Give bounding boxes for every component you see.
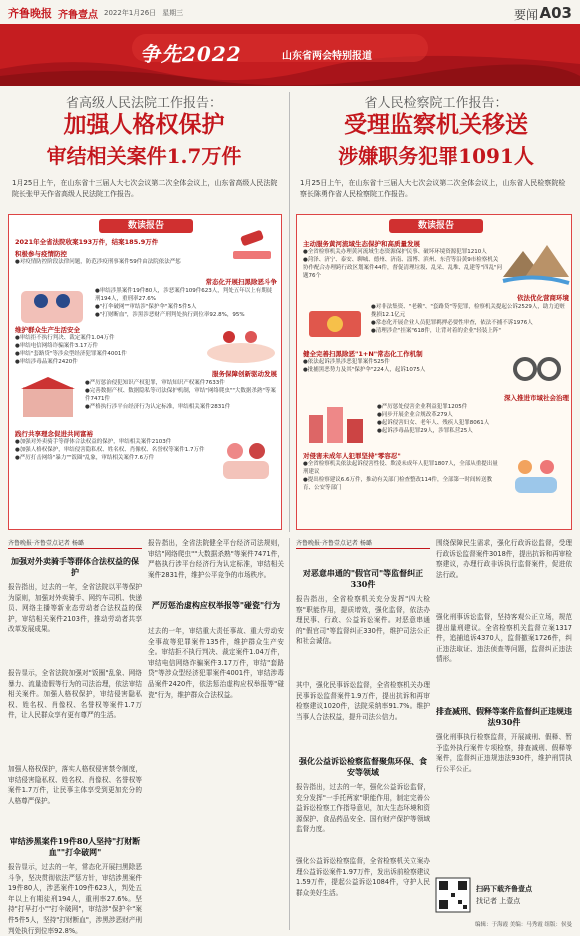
handcuffs-illustration [507,347,567,387]
right-section-2-title: 依法优化营商环境 [517,294,569,302]
left-byline-rule [8,548,142,549]
right-section-5-line-1: ●全省检察机关依法起诉侵害性侵、欺凌未成年人犯罪1807人，全部从重提出量刑建议 [303,461,498,475]
right-section-2-line-1: ●对非法集资、"老赖"、"套路贷"等犯罪，检察机关提起公诉2529人，助力追赃挽损12.1亿元 [371,304,565,318]
left-headline-1: 加强人格权保护 [63,111,225,138]
right-section-3-line-1: ●依法起诉涉黑涉恶犯罪案件525件 [303,359,390,365]
right-para-6: 强化刑事执行检察监督，开展减刑、假释、暂予监外执行案件专项检察，排查减刑、假释等案件，监督纠正违规违法930件，维护刑罚执行公平公正。 [436,733,572,773]
left-subhead-3: 严厉惩治虚构应权举报等"碰瓷"行为 [151,600,281,610]
left-infographic-title: 数读报告 [99,219,193,233]
left-section-3-title: 维护群众生产生活安全 [15,326,80,334]
right-section-1-title: 主动服务黄河流域生态保护和高质量发展 [303,240,420,248]
building-illustration [17,377,79,419]
banner-subtitle: 山东省两会特别报道 [282,51,372,62]
left-subhead-2: 审结涉黑案件19件80人坚持"打财断血""打伞破网" [9,836,141,857]
right-infographic-title: 数读报告 [389,219,483,233]
left-section-5-line-3: ●严厉打击网络"暴力""饭圈"乱象，审结相关案件7.6万件 [15,455,155,461]
left-para-6: 报告指出，全省法院健全平台经济司法规则，审结"网络爬虫""大数据杀熟"等案件7471件，严格执行涉平台经济行为认定标准，审结相关案件2831件，维护公平竞争的市场秩序。 [148,539,284,579]
newspaper-logo: 齐鲁晚报 [8,7,52,20]
left-section-4-line-1: ●严厉惩治侵犯知识产权犯罪，审结知识产权案件7633件 [85,380,225,386]
right-para-5: 强化刑事诉讼监督，坚持客观公正立场，规范提出量刑建议。全省检察机关监督立案1317件，追捕追诉4370人，监督撤案1726件，纠正违法取证、违法侦查等问题，监督纠正违法情形。 [436,613,572,664]
right-headline-1: 受理监察机关移送 [344,111,528,138]
left-section-3-line-3: ●审结"套路贷"等涉众型经济犯罪案件4001件 [15,351,127,357]
masthead [8,4,183,22]
right-section-2-body [371,303,569,335]
left-lead: 1月25日上午，在山东省十三届人大七次会议第二次全体会议上，山东省高级人民法院院长张甲天作省高级人民法院工作报告。 [12,179,278,198]
right-section-4-body [377,403,569,435]
right-section-4-line-1: ●严厉惩处侵害企业利益犯罪1205件 [377,404,468,410]
river-landscape-illustration [503,237,569,287]
money-illustration [303,301,367,341]
left-section-3-line-2: ●审结电信网络诈骗案件3.17万件 [15,343,99,349]
left-subhead-1: 加强对外卖骑手等群体合法权益的保护 [11,556,139,577]
issue-weekday: 星期三 [162,9,184,17]
left-section-4-title: 服务保障创新驱动发展 [212,370,277,378]
right-section-5-title: 对侵害未成年人犯罪坚持"零容忍" [303,452,401,460]
right-headline-2: 涉嫌职务犯罪1091人 [338,144,534,168]
section-name: 要闻 [513,8,538,22]
right-infographic [296,214,572,530]
right-section-3 [303,349,503,374]
left-section-2-line-1: ●审结涉黑案件19件80人，涉恶案件109件623人，判处五年以上有期徒刑194人，重刑率27.6% [95,288,273,302]
left-section-5-line-1: ●加强对外卖骑手等群体合法权益的保护，审结相关案件2103件 [15,439,172,445]
left-section-2-line-3: ●"打财断血"，涉黑涉恶财产刑判处执行到位率92.8%，95% [95,312,245,318]
qr-code-icon[interactable] [436,878,470,912]
right-section-4-line-3: ●起诉侵害妇女、老年人、残疾人犯罪8061人 [377,420,490,426]
right-section-2-line-2: ●常态化开展企业人员犯罪羁押必要性审查，依法不捕不诉1976人 [371,320,533,326]
right-kicker: 省人民检察院工作报告： [364,96,508,111]
right-section-4-line-4: ●起诉涉毒品犯罪29人，涉罪私营25人 [377,428,473,434]
right-para-2: 其中，强化民事诉讼监督，全省检察机关办理民事诉讼监督案件1.9万件，提出抗诉和再审检察建议1020件，法院采纳率91.7%。维护当事人合法权益，提升司法公信力。 [296,681,430,721]
left-section-3-line-4: ●审结涉毒品案件2420件 [15,359,78,365]
right-section-1-line-2: ●菏泽、济宁、泰安、聊城、德州、济南、淄博、滨州、东营等沿黄9市检察机关协作配合办理跨行政区划案件44件，督促清理垃圾、乱采、乱堆、乱建等"四乱"问题76个 [303,257,503,279]
left-section-4-body [85,379,277,411]
column-divider [289,92,290,532]
left-para-1: 报告指出，过去的一年，全省法院以平等保护为原则，加强对外卖骑手、网约车司机、快递员、网络主播等新业态劳动者合法权益的保护，审结相关案件2103件，推动劳动者共享改革发展成果。 [8,583,142,634]
left-para-5: 过去的一年，审结重大责任事故、重大劳动安全事故等犯罪案件135件，维护群众生产安全。审结拒不执行判决、裁定案件1.04万件，审结电信网络诈骗案件3.17万件，审结"套路贷"等涉众型经济犯罪案件4001件，审结涉毒品案件2420件，依法惩治虚构应权举报等"碰瓷"行为，维护群众合法权益。 [148,627,284,699]
left-section-2-title: 常态化开展扫黑除恶斗争 [205,278,277,286]
left-para-4: 报告显示，过去的一年，常态化开展扫黑除恶斗争，坚决贯彻依法严惩方针，审结涉黑案件19件80人，涉恶案件109件623人，判处五年以上有期徒刑194人，重刑率27.6%。坚持"打早打小""打伞破网"，审结涉"保护伞"案件5件5人，坚持"打财断血"，涉黑涉恶财产刑判处执行到位率92.8%。 [8,863,142,935]
right-subhead-2: 强化公益诉讼检察监督聚焦环保、食安等领域 [299,756,427,777]
left-headline-2: 审结相关案件1.7万件 [46,144,242,168]
left-section-4-line-3: ●严格执行涉平台经济行为认定标准，审结相关案件2831件 [85,404,231,410]
left-section-3 [15,325,195,366]
left-section-3-line-1: ●审结拒不执行判决、裁定案件1.04万件 [15,335,115,341]
city-illustration [303,401,373,445]
people-illustration [205,323,277,363]
left-section-2-body [95,287,277,319]
right-para-7: 围绕保障民生需求，强化行政诉讼监督，受理行政诉讼监督案件3018件，提出抗诉和再审检察建议，办理行政非诉执行监督案件，促进依法行政。 [436,539,572,579]
banner-title: 争先2022 [140,42,242,66]
left-section-2-line-2: ●"打伞破网""审结涉"保护伞"案件5件5人 [95,304,197,310]
left-infographic-summary: 2021年全省法院收案193万件，结案185.9万件 [15,238,159,246]
left-section-4-line-2: ●完善数据产权、数据隐私等司法保护机制，审结"网络爬虫""大数据杀熟"等案件7471件 [85,388,276,402]
left-section-1-line: ●对疫情防控阶段法律问题，防范涉疫刑事案件59件由法院依法严惩 [15,259,181,265]
right-section-5 [303,451,503,492]
right-subhead-1: 对恶意串通的"假官司"等监督纠正330件 [302,568,424,589]
right-section-2-line-3: ●清理涉企"挂案"618件，让背对着的企业"轻装上阵" [371,328,501,334]
right-section-1-line-1: ●全省检察机关办理黄河流域生态资源保护民事、破坏环境资源犯罪1210人 [303,249,487,255]
column-divider-lower [289,538,290,930]
left-section-1 [15,249,277,266]
right-byline: 齐鲁晚报·齐鲁壹点记者 杨璐 [296,540,372,547]
qr-caption-2: 找记者 上壹点 [476,897,521,905]
children-illustration [505,453,567,497]
right-section-4-title: 深入推进市域社会治理 [504,394,569,402]
left-section-5 [15,429,215,462]
right-para-4: 强化公益诉讼检察监督，全省检察机关立案办理公益诉讼案件1.97万件，发出诉前检察建议1.59万件，提起公益诉讼1084件，守护人民群众美好生活。 [296,857,430,897]
police-illustration [17,283,87,325]
left-section-5-title: 践行共享理念促进共同富裕 [15,430,93,438]
family-illustration [215,437,277,481]
right-para-1: 报告指出，全省检察机关充分发挥"四大检察"职能作用，提质增效，强化监督，依法办理民事、行政、公益诉讼案件。对恶意串通的"假官司"等监督纠正330件，维护司法公正和社会诚信。 [296,595,430,646]
left-byline: 齐鲁晚报·齐鲁壹点记者 杨璐 [8,540,84,547]
right-byline-rule [296,548,430,549]
app-logo: 齐鲁壹点 [58,9,98,21]
left-section-5-line-2: ●加强人格权保护，审结侵害隐私权、姓名权、肖像权、名誉权等案件1.7万件 [15,447,205,453]
left-kicker: 省高级人民法院工作报告： [65,96,222,111]
right-section-4-line-2: ●同步开展企业合规改革279人 [377,412,453,418]
special-report-banner [0,24,580,86]
issue-date: 2022年1月26日 [104,9,157,17]
qr-caption-1: 扫码下载齐鲁壹点 [476,885,532,893]
page-number: A03 [539,4,572,22]
left-infographic [8,214,282,530]
right-subhead-3: 排查减刑、假释等案件监督纠正违规违法930件 [436,706,572,727]
right-para-3: 报告指出，过去的一年，强化公益诉讼监督，充分发挥"一手托两家"职能作用，制定完善公益诉讼检察工作指导意见，加大生态环境和资源保护、食品药品安全、国有财产保护等领域监督力度。 [296,783,430,834]
left-para-3: 加强人格权保护，落实人格权侵害禁令制度，审结侵害隐私权、姓名权、肖像权、名誉权等案件1.7万件，让民事主体享受到更加充分的人格尊严保护。 [8,765,142,805]
editor-credits: 编辑：于海霞 美编：马秀霞 组版：侯曼 [475,922,572,928]
right-section-5-line-2: ●提出检察建议6.6万件，推动有关部门检查整改114件，全部第一时间转送教育、公安等部门 [303,477,493,491]
left-section-1-title: 积极参与疫情防控 [15,250,67,258]
left-para-2: 报告显示，全省法院加强对"饭圈"乱象、网络暴力、流量造假等行为的司法治理，依法审结相关案件。加强人格权保护，审结侵害隐私权、姓名权、肖像权、名誉权等案件1.7万件，让人民群众享有更有尊严的生活。 [8,669,142,720]
qr-promo [436,878,572,918]
right-section-3-title: 健全完善扫黑除恶"1+N"常态化工作机制 [303,350,423,358]
right-section-3-line-2: ●批捕黑恶势力及其"保护伞"224人，起诉1075人 [303,367,426,373]
right-lead: 1月25日上午，在山东省十三届人大七次会议第二次全体会议上，山东省人民检察院检察长陈勇作省人民检察院工作报告。 [300,179,566,198]
right-section-1 [303,239,503,280]
